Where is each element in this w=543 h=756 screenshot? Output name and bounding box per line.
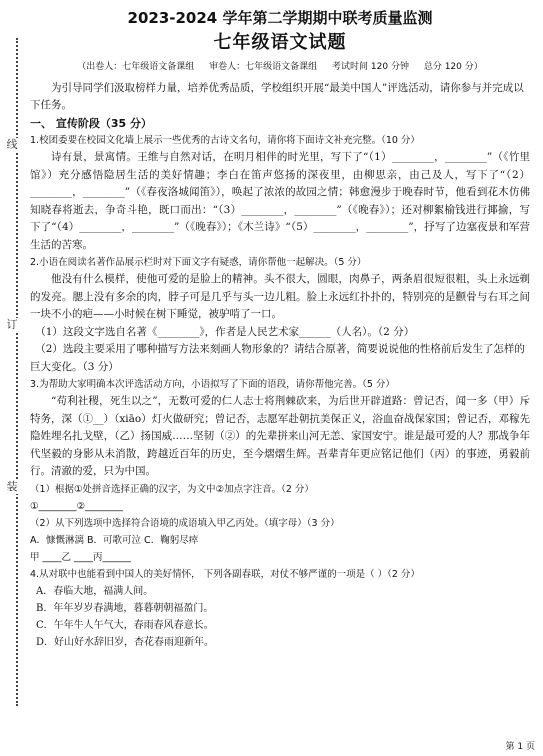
question-3-answer-line: 甲 ____乙 ____丙______ [30,551,132,563]
exam-title: 2023-2024 学年第二学期期中联考质量监测 [127,9,433,27]
binding-char-xian: 线 [6,138,18,151]
section-title: 一、 宣传阶段（35 分） [30,117,152,130]
meta-setter: （出卷人：七年级语文备课组 [77,62,195,72]
question-3-passage: “苟利社稷，死生以之”，无数可爱的仁人志士将荆棘砍来，为后世开辟道路：曾记否，闻一多（甲）斥特务，深（①__）（xiāo）灯火做研究；曾记否，志愿军赴朝抗美保正义，浴血奋战保家国；曾记否，邓稼先隐姓埋名扎戈壁，（乙）扬国威……坚韧（②）的先辈拼来山河无恙、家国安宁。谁是最可爱的人？那战争年代坚毅的身影从未消散，跨越近百年的历史，至今熠熠生辉。吾辈青年更应铭记他们（丙）的事迹，勇毅前行。清澈的爱，只为中国。 [30,395,530,477]
meta-reviewer: 审卷人：七年级语文备课组 [209,62,318,72]
question-3-sub-1: （1）根据①处拼音选择正确的汉字，为文中②加点字注音。（2 分） [30,483,314,495]
question-4-option-d: D．好山好水辞旧岁，杏花春雨迎新年。 [36,636,215,648]
question-2-stem: 2.小语在阅读名著作品展示栏时对下面文字有疑惑，请你帮他一起解决。（5 分） [30,257,367,268]
exam-content [30,8,530,651]
question-4-option-c: C．午年牛人午气大，春雨春风春意长。 [36,619,214,631]
question-3-stem: 3.为帮助大家明确本次评选活动方向，小语拟写了下面的语段，请你帮他完善。（5 分） [30,379,395,390]
subject-title: 七年级语文试题 [213,32,347,53]
question-2-sub-2: （2）选段主要采用了哪种描写方法来刻画人物形象的？请结合原著，简要说说他的性格前后发生了怎样的巨大变化。（3 分） [30,343,525,373]
meta-time: 考试时间 120 分钟 [332,62,409,72]
binding-char-zhuang: 装 [6,480,18,493]
question-4-stem: 4.从对联中也能看到中国人的美好情怀， 下列各副春联，对仗不够严谨的一项是（ ）（2 分） [30,568,420,580]
binding-char-ding: 订 [6,318,18,331]
question-2-passage: 他没有什么模样，使他可爱的是脸上的精神。头不很大，圆眼，肉鼻子，两条眉很短很粗，头上永远剃的发亮。腮上没有多余的肉，脖子可是几乎与头一边儿粗。脸上永远红扑扑的，特别亮的是颧骨与右耳之间一块不小的疤——小时候在树下睡觉，被驴啃了一口。 [30,273,530,320]
question-3-blank-line: ①________②________ [30,500,124,512]
question-2-sub-1: （1）这段文字选自名著《________》，作者是人民艺术家______（人名）。（2 分） [35,325,415,338]
question-1-text: 诗有景，景寓情。王维与自然对话，在明月相伴的时光里，写下了“（1）________，________”（《竹里馆》）充分感悟隐居生活的美好情趣；李白在笛声悠扬的深夜里，由柳思亲，由己及人，写下了“（2）________，________”（《春夜洛城闻笛》），唤起了浓浓的故园之情；韩愈漫步于晚春时节，他看到花木仿佛知晓春将逝去，争奇斗艳，既口而出：“（3）________，________”（《晚春》）；还对柳絮榆钱进行揶揄，写下了“（4）________，________”（《晚春》）；《木兰诗》“（5）________，________”，抒写了边塞夜景和军营生活的苦寒。 [30,151,530,251]
question-1-stem: 1.校团委要在校园文化墙上展示一些优秀的古诗文名句，请你将下面诗文补充完整。（10 分） [30,135,420,146]
question-3-options: A．慷慨淋漓 B．可歌可泣 C．鞠躬尽瘁 [30,534,199,546]
question-3-sub-2: （2）从下列选项中选择符合语境的成语填入甲乙丙处。（填字母）（3 分） [30,517,340,529]
question-4-option-a: A．春临大地，福满人间。 [36,585,154,597]
page-number: 第 1 页 [505,742,535,752]
meta-score: 总分 120 分） [423,62,483,72]
question-4-option-b: B．年年岁岁春满地，暮暮朝朝福盈门。 [36,602,214,614]
intro-paragraph: 为引导同学们汲取榜样力量，培养优秀品质，学校组织开展“最美中国人”评选活动，请你参与并完成以下任务。 [30,82,524,111]
exam-meta [30,60,530,74]
